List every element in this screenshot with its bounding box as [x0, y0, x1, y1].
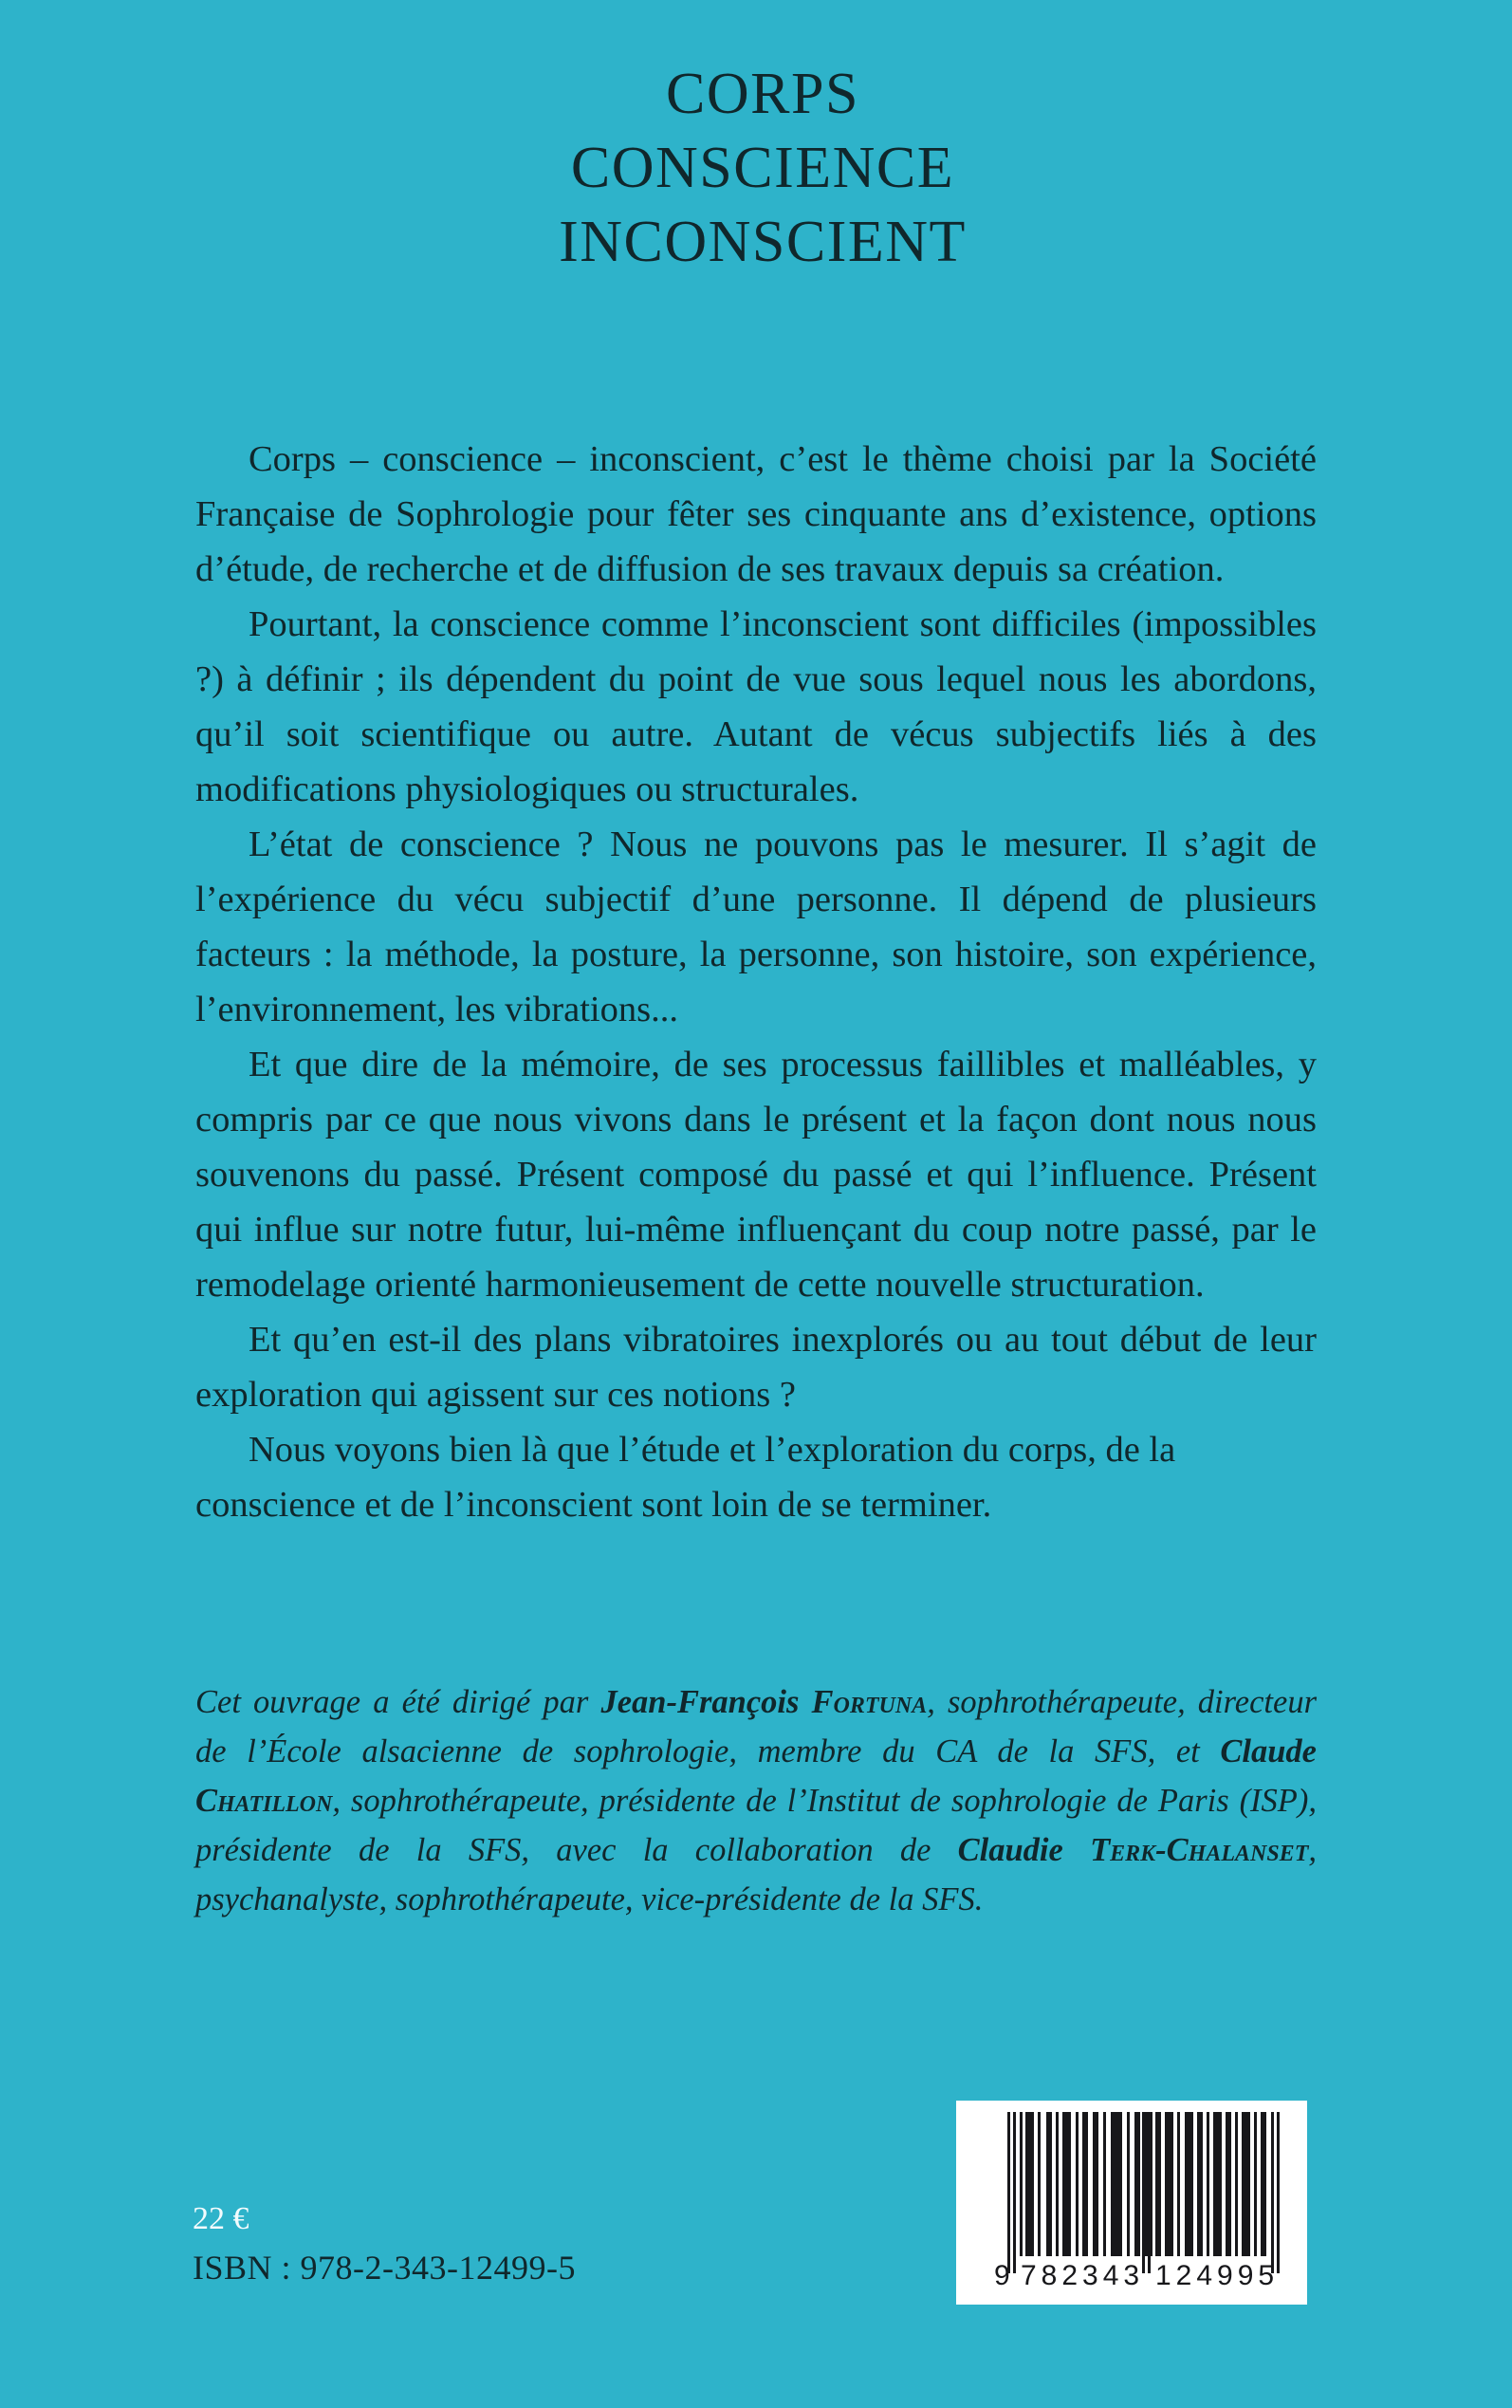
credit-text-4: , psychanalyste, sophrothérapeute, vice-présidente de la SFS.	[195, 1832, 1317, 1917]
title-line-3: INCONSCIENT	[559, 210, 967, 274]
editor-1-lastname: Fortuna	[811, 1684, 928, 1720]
ean13-barcode	[956, 2101, 1307, 2305]
title-line-2: CONSCIENCE	[570, 136, 955, 200]
credit-text-2: , sophrothérapeute, directeur de l’École alsacienne de sophrologie, membre du CA de la SFS, et	[195, 1684, 1317, 1769]
editor-2-lastname: Chatillon	[195, 1783, 333, 1819]
cover-title	[0, 57, 1512, 279]
editor-3-firstname: Claudie	[957, 1832, 1091, 1868]
isbn-label: ISBN : 978-2-343-12499-5	[193, 2249, 576, 2287]
blurb-paragraph-5: Et qu’en est-il des plans vibratoires inexplorés ou au tout début de leur exploration qui agissent sur ces notions ?	[195, 1320, 1317, 1415]
blurb-paragraph-4: Et que dire de la mémoire, de ses processus faillibles et malléables, y compris par ce que nous vivons dans le présent et la façon dont nous nous souvenons du passé. Présent composé du passé et qui l’influence. Présent qui influe sur notre futur, lui-même influençant du coup notre passé, par le remodelage orienté harmonieusement de cette nouvelle structuration.	[195, 1045, 1317, 1305]
credit-text-3: , sophrothérapeute, présidente de l’Institut de sophrologie de Paris (ISP), présidente de la SFS, avec la collaboration de	[195, 1783, 1317, 1868]
barcode-digit-left: 9	[994, 2260, 1010, 2291]
barcode-svg	[956, 2101, 1307, 2305]
editors-credit	[195, 1677, 1317, 1924]
barcode-digits-right: 124995	[1155, 2260, 1280, 2291]
blurb-paragraph-1: Corps – conscience – inconscient, c’est le thème choisi par la Société Française de Sophrologie pour fêter ses cinquante ans d’existence, options d’étude, de recherche et de diffusion de ses travaux depuis sa création.	[195, 439, 1317, 589]
barcode-digits-mid: 782343	[1021, 2260, 1145, 2291]
credit-text-1: Cet ouvrage a été dirigé par	[195, 1684, 601, 1720]
editor-2-firstname: Claude	[1220, 1733, 1317, 1769]
title-line-1: CORPS	[666, 62, 859, 126]
back-cover-blurb	[195, 432, 1317, 1532]
blurb-paragraph-3: L’état de conscience ? Nous ne pouvons pas le mesurer. Il s’agit de l’expérience du vécu subjectif d’une personne. Il dépend de plusieurs facteurs : la méthode, la posture, la personne, son histoire, son expérience, l’environnement, les vibrations...	[195, 824, 1317, 1029]
price-label: 22 €	[193, 2201, 249, 2236]
editor-1-firstname: Jean-François	[600, 1684, 812, 1720]
blurb-paragraph-6: Nous voyons bien là que l’étude et l’exploration du corps, de la conscience et de l’inconscient sont loin de se terminer.	[195, 1430, 1176, 1525]
blurb-paragraph-2: Pourtant, la conscience comme l’inconscient sont difficiles (impossibles ?) à définir ; ils dépendent du point de vue sous lequel nous les abordons, qu’il soit scientifique ou autre. Autant de vécus subjectifs liés à des modifications physiologiques ou structurales.	[195, 604, 1317, 809]
editor-3-lastname: Terk-Chalanset	[1090, 1832, 1309, 1868]
